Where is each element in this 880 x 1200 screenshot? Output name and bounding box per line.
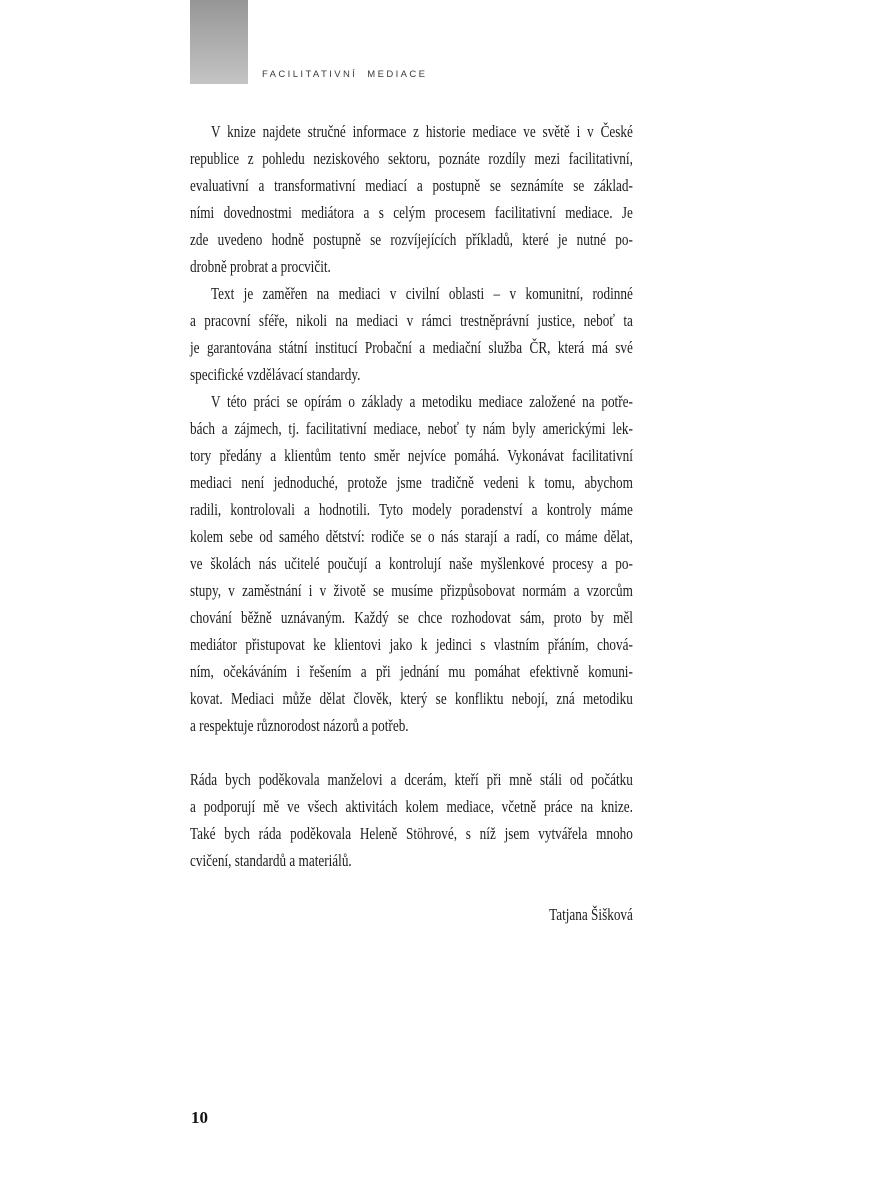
text-line: ním, očekáváním i řešením a při jednání mu pomáhat efektivně komuni- xyxy=(190,662,633,681)
text-line: stupy, v zaměstnání i v životě se musíme přizpůsobovat normám a vzorcům xyxy=(190,581,633,600)
text-line: je garantována státní institucí Probační a mediační služba ČR, která má své xyxy=(190,338,633,357)
text-line: mediaci není jednoduché, protože jsme tradičně vedeni k tomu, abychom xyxy=(190,473,633,492)
paragraph-acknowledgment xyxy=(190,766,633,874)
text-line: evaluativní a transformativní mediací a postupně se seznámíte se základ- xyxy=(190,176,633,195)
text-line: a podporují mě ve všech aktivitách kolem mediace, včetně práce na knize. xyxy=(190,797,633,816)
paragraph xyxy=(190,280,633,388)
author-signature: Tatjana Šišková xyxy=(549,905,633,924)
paragraph xyxy=(190,118,633,280)
text-line: zde uvedeno hodně postupně se rozvíjejících příkladů, které je nutné po- xyxy=(190,230,633,249)
body-text xyxy=(190,118,633,928)
text-line: bách a zájmech, tj. facilitativní mediace, neboť ty nám byly americkými lek- xyxy=(190,419,633,438)
text-line: Také bych ráda poděkovala Heleně Stöhrové, s níž jsem vytvářela mnoho xyxy=(190,824,633,843)
text-line: specifické vzdělávací standardy. xyxy=(190,365,361,384)
text-line: drobně probrat a procvičit. xyxy=(190,257,331,276)
text-line: republice z pohledu neziskového sektoru, poznáte rozdíly mezi facilitativní, xyxy=(190,149,633,168)
text-line: Text je zaměřen na mediaci v civilní oblasti – v komunitní, rodinné xyxy=(210,284,633,303)
text-line: ve školách nás učitelé poučují a kontrolují naše myšlenkové procesy a po- xyxy=(190,554,633,573)
gradient-ornament xyxy=(190,0,248,84)
text-line: kovat. Mediaci může dělat člověk, který se konfliktu nebojí, zná metodiku xyxy=(190,689,633,708)
running-title: FACILITATIVNÍ MEDIACE xyxy=(262,69,428,80)
text-line: chování běžně uznávaným. Každý se chce rozhodovat sám, proto by měl xyxy=(190,608,633,627)
text-line: V knize najdete stručné informace z historie mediace ve světě i v České xyxy=(210,122,633,141)
text-line: cvičení, standardů a materiálů. xyxy=(190,851,352,870)
text-line: radili, kontrolovali a hodnotili. Tyto modely poradenství a kontroly máme xyxy=(190,500,633,519)
text-line: a respektuje různorodost názorů a potřeb. xyxy=(190,716,409,735)
text-line: a pracovní sféře, nikoli na mediaci v rámci trestněprávní justice, neboť ta xyxy=(190,311,633,330)
page-number: 10 xyxy=(191,1108,208,1127)
text-line: Ráda bych poděkovala manželovi a dcerám, kteří při mně stáli od počátku xyxy=(190,770,633,789)
text-line: V této práci se opírám o základy a metodiku mediace založené na potře- xyxy=(210,392,633,411)
paragraph xyxy=(190,388,633,739)
text-line: kolem sebe od samého dětství: rodiče se o nás starají a radí, co máme dělat, xyxy=(190,527,633,546)
text-line: mediátor přistupovat ke klientovi jako k jedinci s vlastním přáním, chová- xyxy=(190,635,633,654)
text-line: tory předány a klientům tento směr nejvíce pomáhá. Vykonávat facilitativní xyxy=(190,446,633,465)
text-line: ními dovednostmi mediátora a s celým procesem facilitativní mediace. Je xyxy=(190,203,633,222)
